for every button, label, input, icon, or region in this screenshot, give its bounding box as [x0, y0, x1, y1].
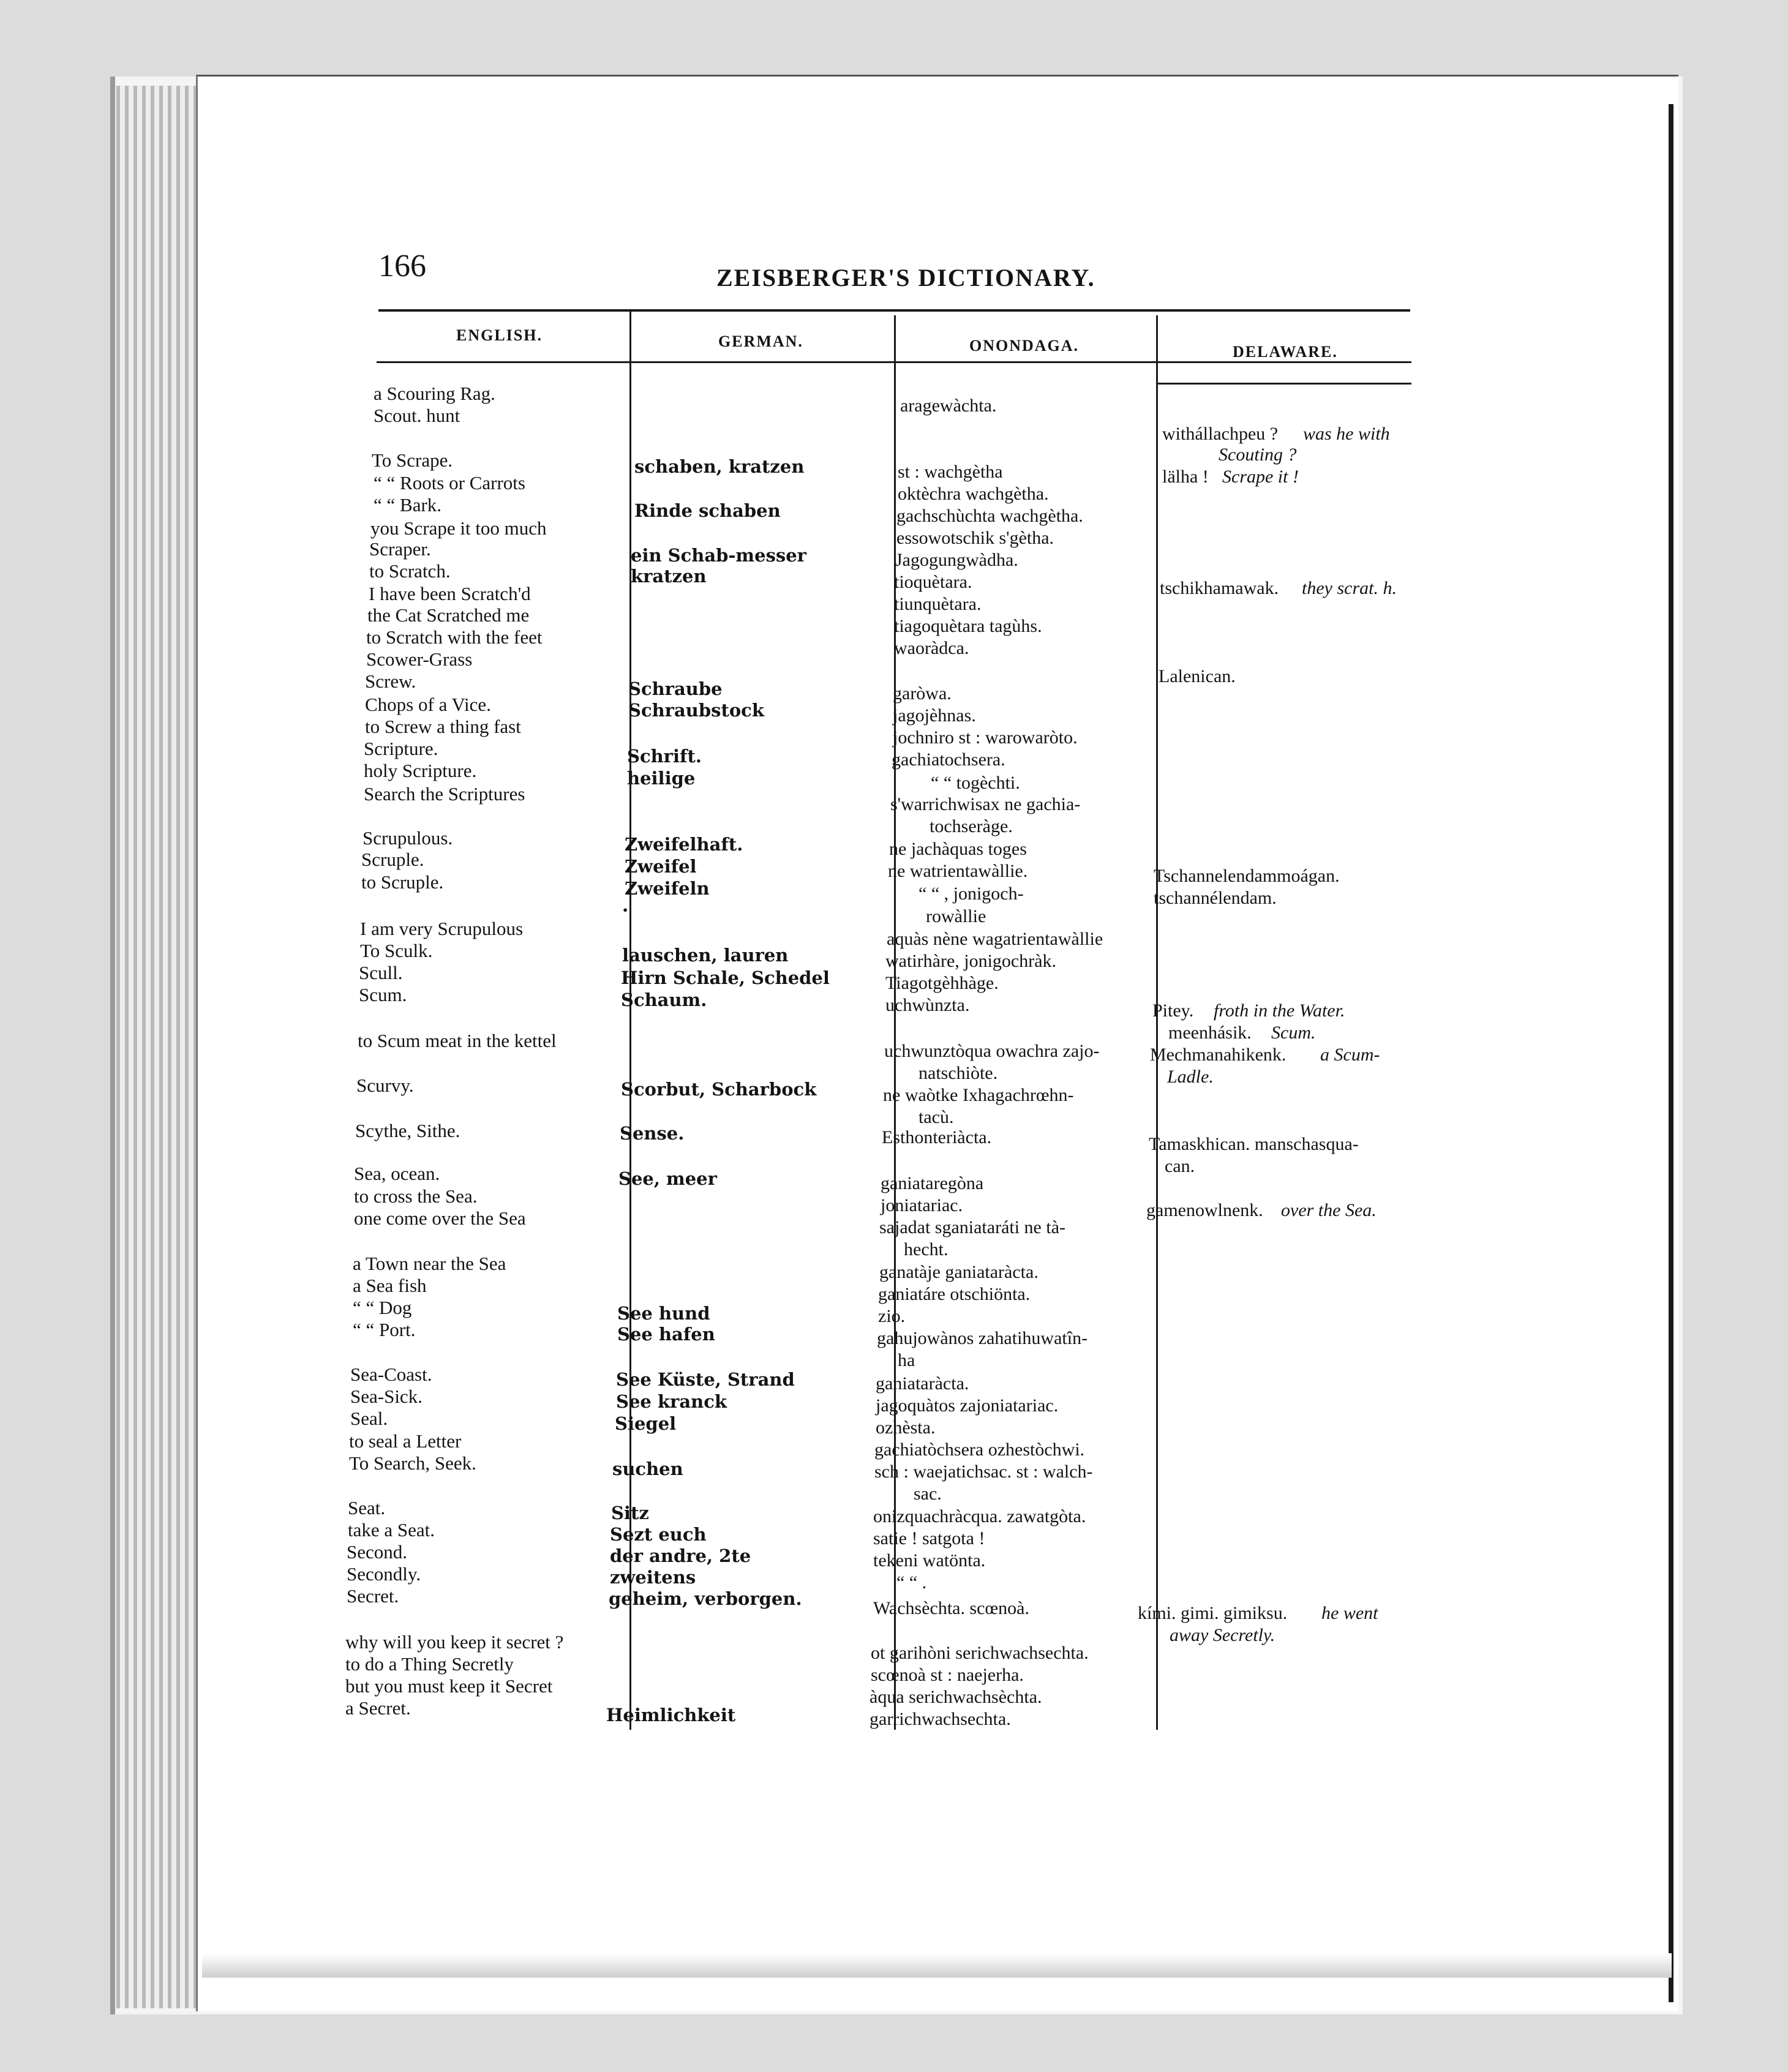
onondaga-entry: jagojèhnas.: [893, 705, 976, 726]
onondaga-entry: àqua serichwachsèchta.: [870, 1687, 1042, 1707]
delaware-entry: Pitey.: [1152, 1000, 1194, 1021]
onondaga-entry: st : wachgètha: [898, 462, 1003, 482]
german-entry: Zweifeln: [625, 878, 710, 899]
delaware-entry: gamenowlnenk.: [1146, 1200, 1263, 1220]
onondaga-entry: aragewàchta.: [900, 396, 997, 416]
english-entry: To Sculk.: [360, 940, 433, 961]
english-entry: but you must keep it Secret: [345, 1675, 553, 1697]
english-entry: Sea, ocean.: [354, 1163, 440, 1184]
delaware-gloss: froth in the Water.: [1214, 1000, 1345, 1021]
delaware-entry: can.: [1165, 1156, 1195, 1176]
english-entry: to seal a Letter: [349, 1430, 462, 1452]
next-page-edge: [1669, 104, 1673, 2002]
german-entry: Sitz: [611, 1503, 649, 1523]
english-entry: the Cat Scratched me: [367, 604, 530, 626]
english-entry: Scull.: [359, 962, 403, 983]
onondaga-entry: gachiatochsera.: [892, 749, 1005, 770]
onondaga-entry: gahujowànos zahatihuwatîn-: [877, 1328, 1088, 1348]
onondaga-entry: scœnoà st : naejerha.: [871, 1665, 1024, 1685]
delaware-entry: Tamaskhican. manschasqua-: [1149, 1134, 1359, 1154]
english-entry: Screw.: [365, 670, 416, 692]
onondaga-entry: satie ! satgota !: [873, 1528, 985, 1548]
delaware-entry: tschikhamawak.: [1160, 578, 1279, 598]
delaware-entry: withállachpeu ?: [1162, 424, 1279, 444]
english-entry: Scout. hunt: [374, 405, 460, 426]
english-entry: Sea-Coast.: [350, 1364, 432, 1385]
english-entry: Chops of a Vice.: [365, 694, 491, 715]
onondaga-entry: Jagogungwàdha.: [895, 550, 1018, 570]
onondaga-entry: sajadat sganiataráti ne tà-: [879, 1217, 1066, 1237]
german-entry: Sezt euch: [610, 1524, 707, 1545]
english-entry: “ “ Bark.: [374, 494, 442, 516]
english-entry: to do a Thing Secretly: [345, 1653, 514, 1675]
german-entry: Sense.: [620, 1123, 685, 1144]
onondaga-entry: ot garihòni serichwachsechta.: [871, 1643, 1089, 1663]
english-entry: Scrupulous.: [362, 827, 453, 849]
english-entry: Sea-Sick.: [350, 1386, 423, 1407]
delaware-gloss: was he with: [1303, 424, 1390, 444]
onondaga-entry: ne jachàquas toges: [889, 839, 1027, 859]
german-entry: lauschen, lauren: [622, 945, 789, 966]
page-number: 166: [378, 249, 426, 283]
english-entry: holy Scripture.: [364, 760, 477, 781]
onondaga-entry: tiunquètara.: [894, 594, 982, 614]
delaware-gloss: a Scum-: [1320, 1045, 1380, 1065]
onondaga-entry: ha: [898, 1350, 915, 1370]
onondaga-entry: garrichwachsechta.: [870, 1709, 1011, 1729]
onondaga-entry: tacù.: [918, 1107, 954, 1127]
onondaga-entry: ganiataregòna: [881, 1173, 984, 1193]
delaware-entry: meenhásik.: [1168, 1023, 1252, 1043]
german-entry: See kranck: [616, 1391, 727, 1412]
onondaga-entry: ganiatáre otschiönta.: [878, 1284, 1031, 1304]
delaware-entry: Mechmanahikenk.: [1150, 1045, 1287, 1065]
english-entry: a Scouring Rag.: [374, 383, 495, 404]
onondaga-entry: ne waòtke Ixhagachrœhn-: [883, 1085, 1074, 1105]
onondaga-entry: uchwùnzta.: [885, 995, 970, 1015]
german-entry: geheim, verborgen.: [609, 1588, 802, 1609]
onondaga-entry: aquàs nène wagatrientawàllie: [887, 929, 1103, 949]
delaware-entry: kími. gimi. gimiksu.: [1138, 1603, 1288, 1623]
german-entry: See hund: [617, 1303, 710, 1324]
english-entry: a Sea fish: [353, 1275, 427, 1296]
german-entry: Zweifelhaft.: [625, 834, 743, 855]
onondaga-entry: zio.: [878, 1306, 906, 1326]
english-entry: to Scratch with the feet: [366, 626, 543, 648]
onondaga-entry: gachschùchta wachgètha.: [896, 506, 1083, 526]
english-entry: to cross the Sea.: [354, 1185, 478, 1207]
english-entry: To Search, Seek.: [349, 1452, 476, 1474]
delaware-gloss: over the Sea.: [1281, 1200, 1377, 1220]
column-header-onondaga: ONONDAGA.: [969, 337, 1080, 355]
german-entry: suchen: [612, 1458, 683, 1479]
onondaga-entry: onizquachràcqua. zawatgòta.: [873, 1506, 1086, 1526]
german-entry: Scorbut, Scharbock: [621, 1079, 817, 1100]
onondaga-entry: sch : waejatichsac. st : walch-: [874, 1462, 1093, 1482]
english-entry: Seal.: [350, 1408, 388, 1429]
german-entry: Rinde schaben: [634, 500, 781, 521]
onondaga-entry: tiagoquètara tagùhs.: [894, 616, 1042, 636]
english-entry: one come over the Sea: [354, 1207, 526, 1229]
column-header-english: ENGLISH.: [456, 326, 543, 344]
english-entry: “ “ Dog: [353, 1297, 412, 1318]
german-entry: Heimlichkeit: [606, 1705, 736, 1725]
english-entry: Scower-Grass: [366, 648, 473, 670]
german-entry: See, meer: [618, 1168, 717, 1189]
english-entry: Scum.: [359, 984, 407, 1005]
delaware-gloss: away Secretly.: [1170, 1625, 1275, 1645]
english-entry: Scurvy.: [356, 1075, 414, 1096]
onondaga-entry: ganatàje ganiataràcta.: [879, 1262, 1039, 1282]
german-entry: Zweifel: [625, 856, 697, 877]
onondaga-entry: hecht.: [904, 1239, 948, 1259]
onondaga-entry: joniatariac.: [881, 1195, 963, 1215]
onondaga-entry: waoràdca.: [894, 638, 969, 658]
delaware-entry: lälha !: [1162, 467, 1209, 487]
onondaga-entry: ne watrientawàllie.: [888, 861, 1028, 881]
english-entry: to Screw a thing fast: [365, 716, 521, 737]
german-entry: ein Schab-messer: [631, 545, 806, 566]
english-entry: to Scruple.: [361, 871, 444, 893]
page-edges: [116, 86, 202, 2008]
english-entry: Search the Scriptures: [364, 783, 525, 805]
english-entry: Second.: [347, 1541, 408, 1563]
english-entry: to Scum meat in the kettel: [358, 1030, 557, 1051]
delaware-gloss: Ladle.: [1167, 1067, 1214, 1087]
onondaga-entry: “ “ .: [896, 1572, 927, 1593]
english-entry: you Scrape it too much: [370, 517, 547, 539]
english-entry: Scythe, Sithe.: [355, 1120, 460, 1141]
onondaga-entry: ozhèsta.: [876, 1417, 936, 1438]
delaware-entry: tschannélendam.: [1154, 888, 1277, 908]
onondaga-entry: tochseràge.: [930, 816, 1013, 836]
english-entry: a Secret.: [345, 1697, 411, 1719]
english-entry: why will you keep it secret ?: [345, 1631, 564, 1653]
onondaga-entry: oktèchra wachgètha.: [898, 484, 1049, 504]
english-entry: “ “ Roots or Carrots: [374, 472, 525, 494]
onondaga-entry: “ “ , jonigoch-: [918, 884, 1024, 904]
english-entry: Scraper.: [369, 538, 431, 560]
column-header-german: GERMAN.: [718, 332, 803, 350]
german-entry: kratzen: [631, 566, 707, 587]
english-entry: I have been Scratch'd: [369, 583, 531, 604]
column-divider-3: [1156, 315, 1158, 1730]
onondaga-entry: natschiòte.: [918, 1063, 998, 1083]
english-entry: “ “ Port.: [353, 1319, 416, 1340]
english-entry: a Town near the Sea: [353, 1253, 506, 1274]
english-entry: Scruple.: [361, 849, 424, 870]
page-bottom-shadow: [202, 1953, 1672, 1978]
german-entry: Schrift.: [627, 746, 702, 767]
delaware-gloss: they scrat. h.: [1302, 578, 1397, 598]
german-entry: See hafen: [617, 1324, 715, 1345]
onondaga-entry: rowàllie: [926, 906, 986, 926]
german-entry: Schaum.: [621, 989, 707, 1010]
english-entry: to Scratch.: [369, 560, 451, 582]
delaware-gloss: Scrape it !: [1222, 467, 1299, 487]
onondaga-entry: tekeni watönta.: [873, 1550, 986, 1571]
onondaga-entry: garòwa.: [893, 683, 952, 704]
german-entry: schaben, kratzen: [634, 456, 805, 477]
onondaga-entry: uchwunztòqua owachra zajo-: [884, 1041, 1100, 1061]
german-entry: Siegel: [615, 1413, 677, 1434]
german-entry: Schraube: [628, 678, 723, 699]
german-entry: zweitens: [610, 1567, 696, 1588]
onondaga-entry: essowotschik s'gètha.: [896, 528, 1054, 548]
onondaga-entry: sac.: [914, 1484, 942, 1504]
german-entry: der andre, 2te: [610, 1545, 751, 1566]
german-entry: heilige: [627, 768, 696, 789]
german-entry: See Küste, Strand: [616, 1369, 795, 1390]
onondaga-entry: “ “ togèchti.: [931, 773, 1020, 793]
delaware-entry: Lalenican.: [1159, 666, 1236, 686]
german-entry: Hirn Schale, Schedel: [621, 967, 830, 988]
page-title: ZEISBERGER'S DICTIONARY.: [716, 264, 1095, 291]
english-entry: Seat.: [348, 1497, 386, 1518]
onondaga-entry: gachiatòchsera ozhestòchwi.: [874, 1440, 1085, 1460]
english-entry: take a Seat.: [348, 1519, 435, 1541]
header-top-rule: [378, 309, 1410, 312]
onondaga-entry: Tiagotgèhhàge.: [885, 973, 999, 993]
delaware-gloss: Scum.: [1271, 1023, 1316, 1043]
delaware-entry: Tschannelendammoágan.: [1154, 866, 1340, 886]
english-entry: I am very Scrupulous: [360, 918, 524, 939]
delaware-gloss: Scouting ?: [1219, 445, 1297, 465]
onondaga-entry: jagoquàtos zajoniatariac.: [876, 1395, 1059, 1416]
column-header-delaware: DELAWARE.: [1233, 343, 1338, 361]
english-entry: Scripture.: [364, 738, 438, 759]
onondaga-entry: Esthonteriàcta.: [882, 1127, 992, 1147]
delaware-gloss: he went: [1321, 1603, 1378, 1623]
german-entry: Schraubstock: [628, 700, 764, 721]
english-entry: Secret.: [347, 1585, 399, 1607]
onondaga-entry: ganiataràcta.: [876, 1373, 969, 1394]
english-entry: To Scrape.: [372, 449, 453, 471]
onondaga-entry: s'warrichwisax ne gachia-: [890, 794, 1081, 814]
onondaga-entry: watirhàre, jonigochràk.: [885, 951, 1057, 971]
onondaga-entry: Wachsèchta. scœnoà.: [873, 1598, 1029, 1618]
english-entry: Secondly.: [347, 1563, 421, 1585]
header-bottom-rule-2: [1157, 383, 1411, 385]
onondaga-entry: tioquètara.: [894, 572, 972, 592]
onondaga-entry: jochniro st : warowaròto.: [893, 727, 1078, 748]
german-entry: •: [622, 904, 629, 916]
